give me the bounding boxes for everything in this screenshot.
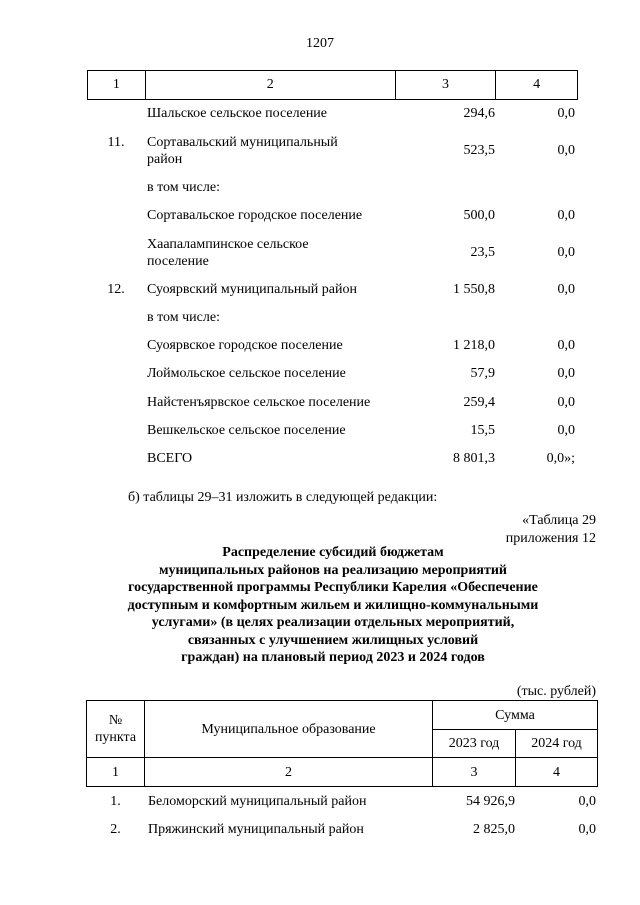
page-number: 1207 (306, 36, 334, 51)
table-title (90, 544, 576, 667)
table-reference (506, 512, 596, 548)
table2-header (86, 700, 598, 787)
header-sum: Сумма (432, 700, 598, 730)
header-municipality: Муниципальное образование (144, 700, 433, 758)
header-year-2023: 2023 год (432, 729, 516, 758)
col-number-3: 3 (432, 757, 516, 787)
row-value-2023: 8 801,3 (453, 451, 495, 466)
row-name: ВСЕГО (147, 451, 193, 466)
table1-header-col1: 1 (88, 71, 146, 99)
table-reference-line1: «Таблица 29 (522, 513, 596, 528)
row-name: Пряжинский муниципальный район (148, 822, 364, 837)
row-name: Найстенъярвское сельское поселение (147, 395, 371, 410)
row-name: Беломорский муниципальный район (148, 794, 367, 809)
row-value-2024: 0,0 (557, 395, 575, 410)
row-name: Вешкельское сельское поселение (147, 423, 346, 438)
row-value-2023: 1 218,0 (453, 338, 495, 353)
row-value-2024: 0,0 (557, 143, 575, 158)
amendment-paragraph: б) таблицы 29–31 изложить в следующей редакции: (128, 490, 438, 505)
row-name: Суоярвское городское поселение (147, 338, 343, 353)
row-value-2023: 500,0 (463, 208, 495, 223)
col-number-1: 1 (86, 757, 145, 787)
row-number: 1. (110, 794, 121, 809)
row-value-2024: 0,0»; (546, 451, 575, 466)
row-value-2024: 0,0 (557, 245, 575, 260)
row-number: 12. (107, 282, 125, 297)
header-number: № пункта (86, 700, 145, 758)
row-name: Хаапалампинское сельское поселение (147, 237, 309, 269)
table1-header-col4: 4 (533, 77, 541, 92)
title-line: Распределение субсидий бюджетам (222, 545, 444, 560)
title-line: государственной программы Республики Карелия «Обеспечение (128, 580, 538, 595)
row-value-2024: 0,0 (557, 366, 575, 381)
row-value-2023: 54 926,9 (466, 794, 515, 809)
units-label: (тыс. рублей) (516, 684, 596, 699)
title-line: доступным и комфортным жильем и жилищно-коммунальными (127, 597, 539, 613)
row-value-2023: 23,5 (470, 245, 495, 260)
row-name: Суоярвский муниципальный район (147, 282, 357, 297)
row-name: Шальское сельское поселение (147, 106, 328, 121)
row-value-2024: 0,0 (578, 794, 596, 809)
row-value-2024: 0,0 (557, 338, 575, 353)
row-value-2023: 294,6 (463, 106, 495, 121)
title-line: муниципальных районов на реализацию мероприятий (159, 562, 507, 578)
row-name: Лоймольское сельское поселение (147, 366, 346, 381)
row-value-2023: 523,5 (463, 143, 495, 158)
row-value-2023: 15,5 (470, 423, 495, 438)
header-year-2024: 2024 год (515, 729, 598, 758)
row-name: в том числе: (147, 310, 220, 325)
title-line: граждан) на плановый период 2023 и 2024 годов (181, 650, 485, 665)
title-line: услугами» (в целях реализации отдельных мероприятий, (151, 615, 515, 630)
table-reference-line2: приложения 12 (505, 531, 596, 546)
row-number: 2. (110, 822, 121, 837)
col-number-2: 2 (144, 757, 433, 787)
row-name: Сортавальское городское поселение (147, 208, 363, 223)
row-value-2024: 0,0 (557, 106, 575, 121)
row-value-2023: 2 825,0 (473, 822, 515, 837)
row-name: в том числе: (147, 180, 220, 195)
row-value-2023: 1 550,8 (453, 282, 495, 297)
row-value-2024: 0,0 (557, 423, 575, 438)
row-value-2023: 259,4 (463, 395, 495, 410)
row-value-2024: 0,0 (557, 208, 575, 223)
row-value-2024: 0,0 (557, 282, 575, 297)
col-number-4: 4 (515, 757, 598, 787)
title-line: связанных с улучшением жилищных условий (187, 632, 479, 648)
row-number: 11. (107, 135, 125, 150)
row-name: Сортавальский муниципальный район (147, 135, 338, 167)
table1-header (87, 70, 578, 100)
row-value-2023: 57,9 (470, 366, 495, 381)
table1-header-col3: 3 (396, 71, 497, 99)
row-value-2024: 0,0 (578, 822, 596, 837)
table1-header-col2: 2 (146, 71, 396, 99)
